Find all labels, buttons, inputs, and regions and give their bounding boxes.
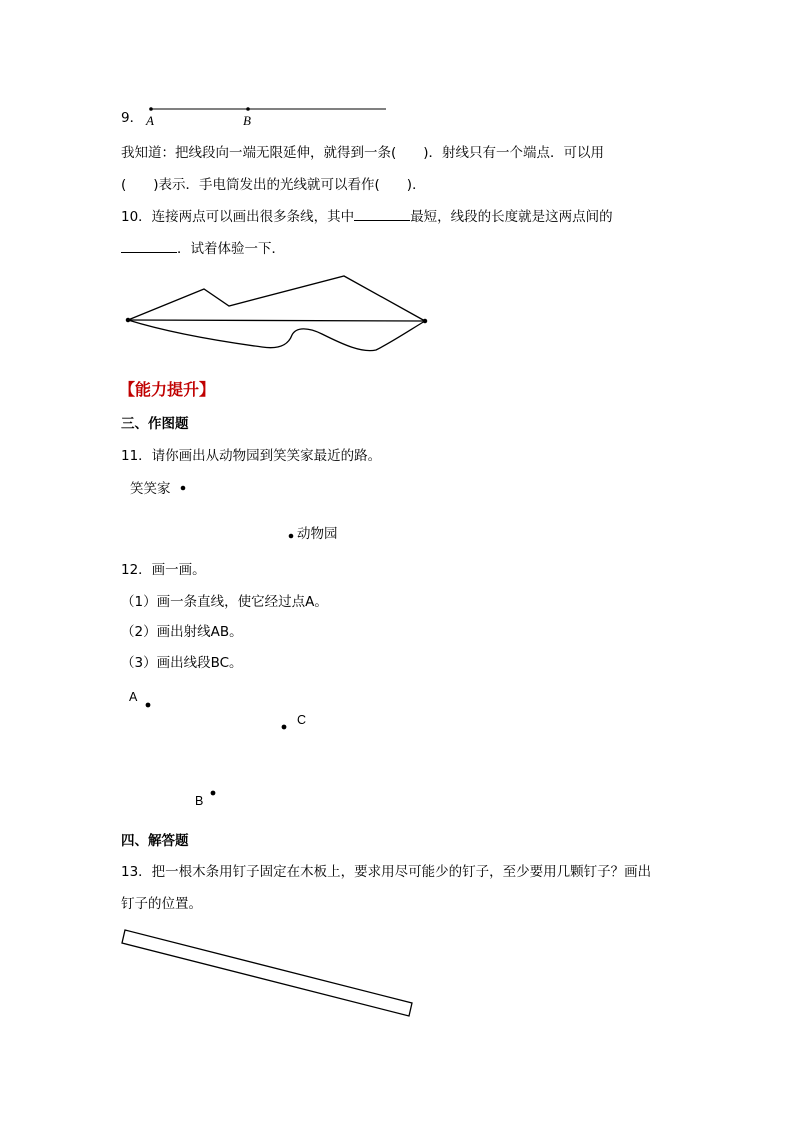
zoo-point	[289, 534, 294, 539]
wooden-stick	[122, 930, 412, 1016]
q12-label-c: C	[297, 713, 307, 727]
q10-text-part1: 10．连接两点可以画出很多条线，其中	[121, 209, 355, 225]
q12-item-2: （2）画出射线AB。	[121, 624, 243, 640]
q11-text: 11．请你画出从动物园到笑笑家最近的路。	[121, 448, 382, 464]
q10-text-part2: 最短，线段的长度就是这两点间的	[410, 209, 613, 225]
q10-paths-figure	[126, 276, 426, 351]
q12-point-a	[146, 703, 151, 708]
q12-point-c	[282, 725, 287, 730]
q9-text-line1: 我知道：把线段向一端无限延伸，就得到一条( )．射线只有一个端点．可以用	[121, 145, 605, 161]
section3-title: 三、作图题	[121, 416, 189, 432]
home-point	[181, 486, 186, 491]
q10-straight-segment	[128, 320, 425, 321]
q12-item-1: （1）画一条直线，使它经过点A。	[121, 594, 328, 610]
section-ability-heading: 【能力提升】	[119, 380, 216, 399]
zoo-label: 动物园	[297, 526, 338, 542]
q10-blank-1[interactable]	[354, 206, 410, 221]
q9-number: 9．	[121, 110, 144, 126]
q9-label-a: A	[146, 113, 154, 128]
q9-label-b: B	[243, 113, 251, 128]
q10-question	[121, 206, 613, 227]
home-label: 笑笑家	[130, 481, 171, 497]
q10-endpoint-left	[126, 318, 129, 321]
q10-endpoint-right	[423, 319, 426, 322]
q13-text-line2: 钉子的位置。	[121, 896, 202, 912]
q10-upper-zigzag-path	[128, 276, 425, 321]
q12-point-b	[211, 791, 216, 796]
q12-item-3: （3）画出线段BC。	[121, 655, 243, 671]
q9-text-line2: ( )表示．手电筒发出的光线就可以看作( )．	[121, 177, 426, 193]
q10-blank-2[interactable]	[121, 238, 177, 253]
q12-label-b: B	[195, 794, 204, 808]
q9-point-b	[246, 107, 250, 111]
q10-lower-curve-path	[128, 320, 425, 351]
q13-text-line1: 13．把一根木条用钉子固定在木板上，要求用尽可能少的钉子，至少要用几颗钉子？画出	[121, 864, 652, 880]
q12-title: 12．画一画。	[121, 562, 206, 578]
q12-label-a: A	[129, 690, 138, 704]
section4-title: 四、解答题	[121, 833, 189, 849]
q10-text-part3: ．试着体验一下．	[177, 241, 285, 257]
q10-question-line2	[121, 238, 285, 259]
q9-point-a	[149, 107, 153, 111]
